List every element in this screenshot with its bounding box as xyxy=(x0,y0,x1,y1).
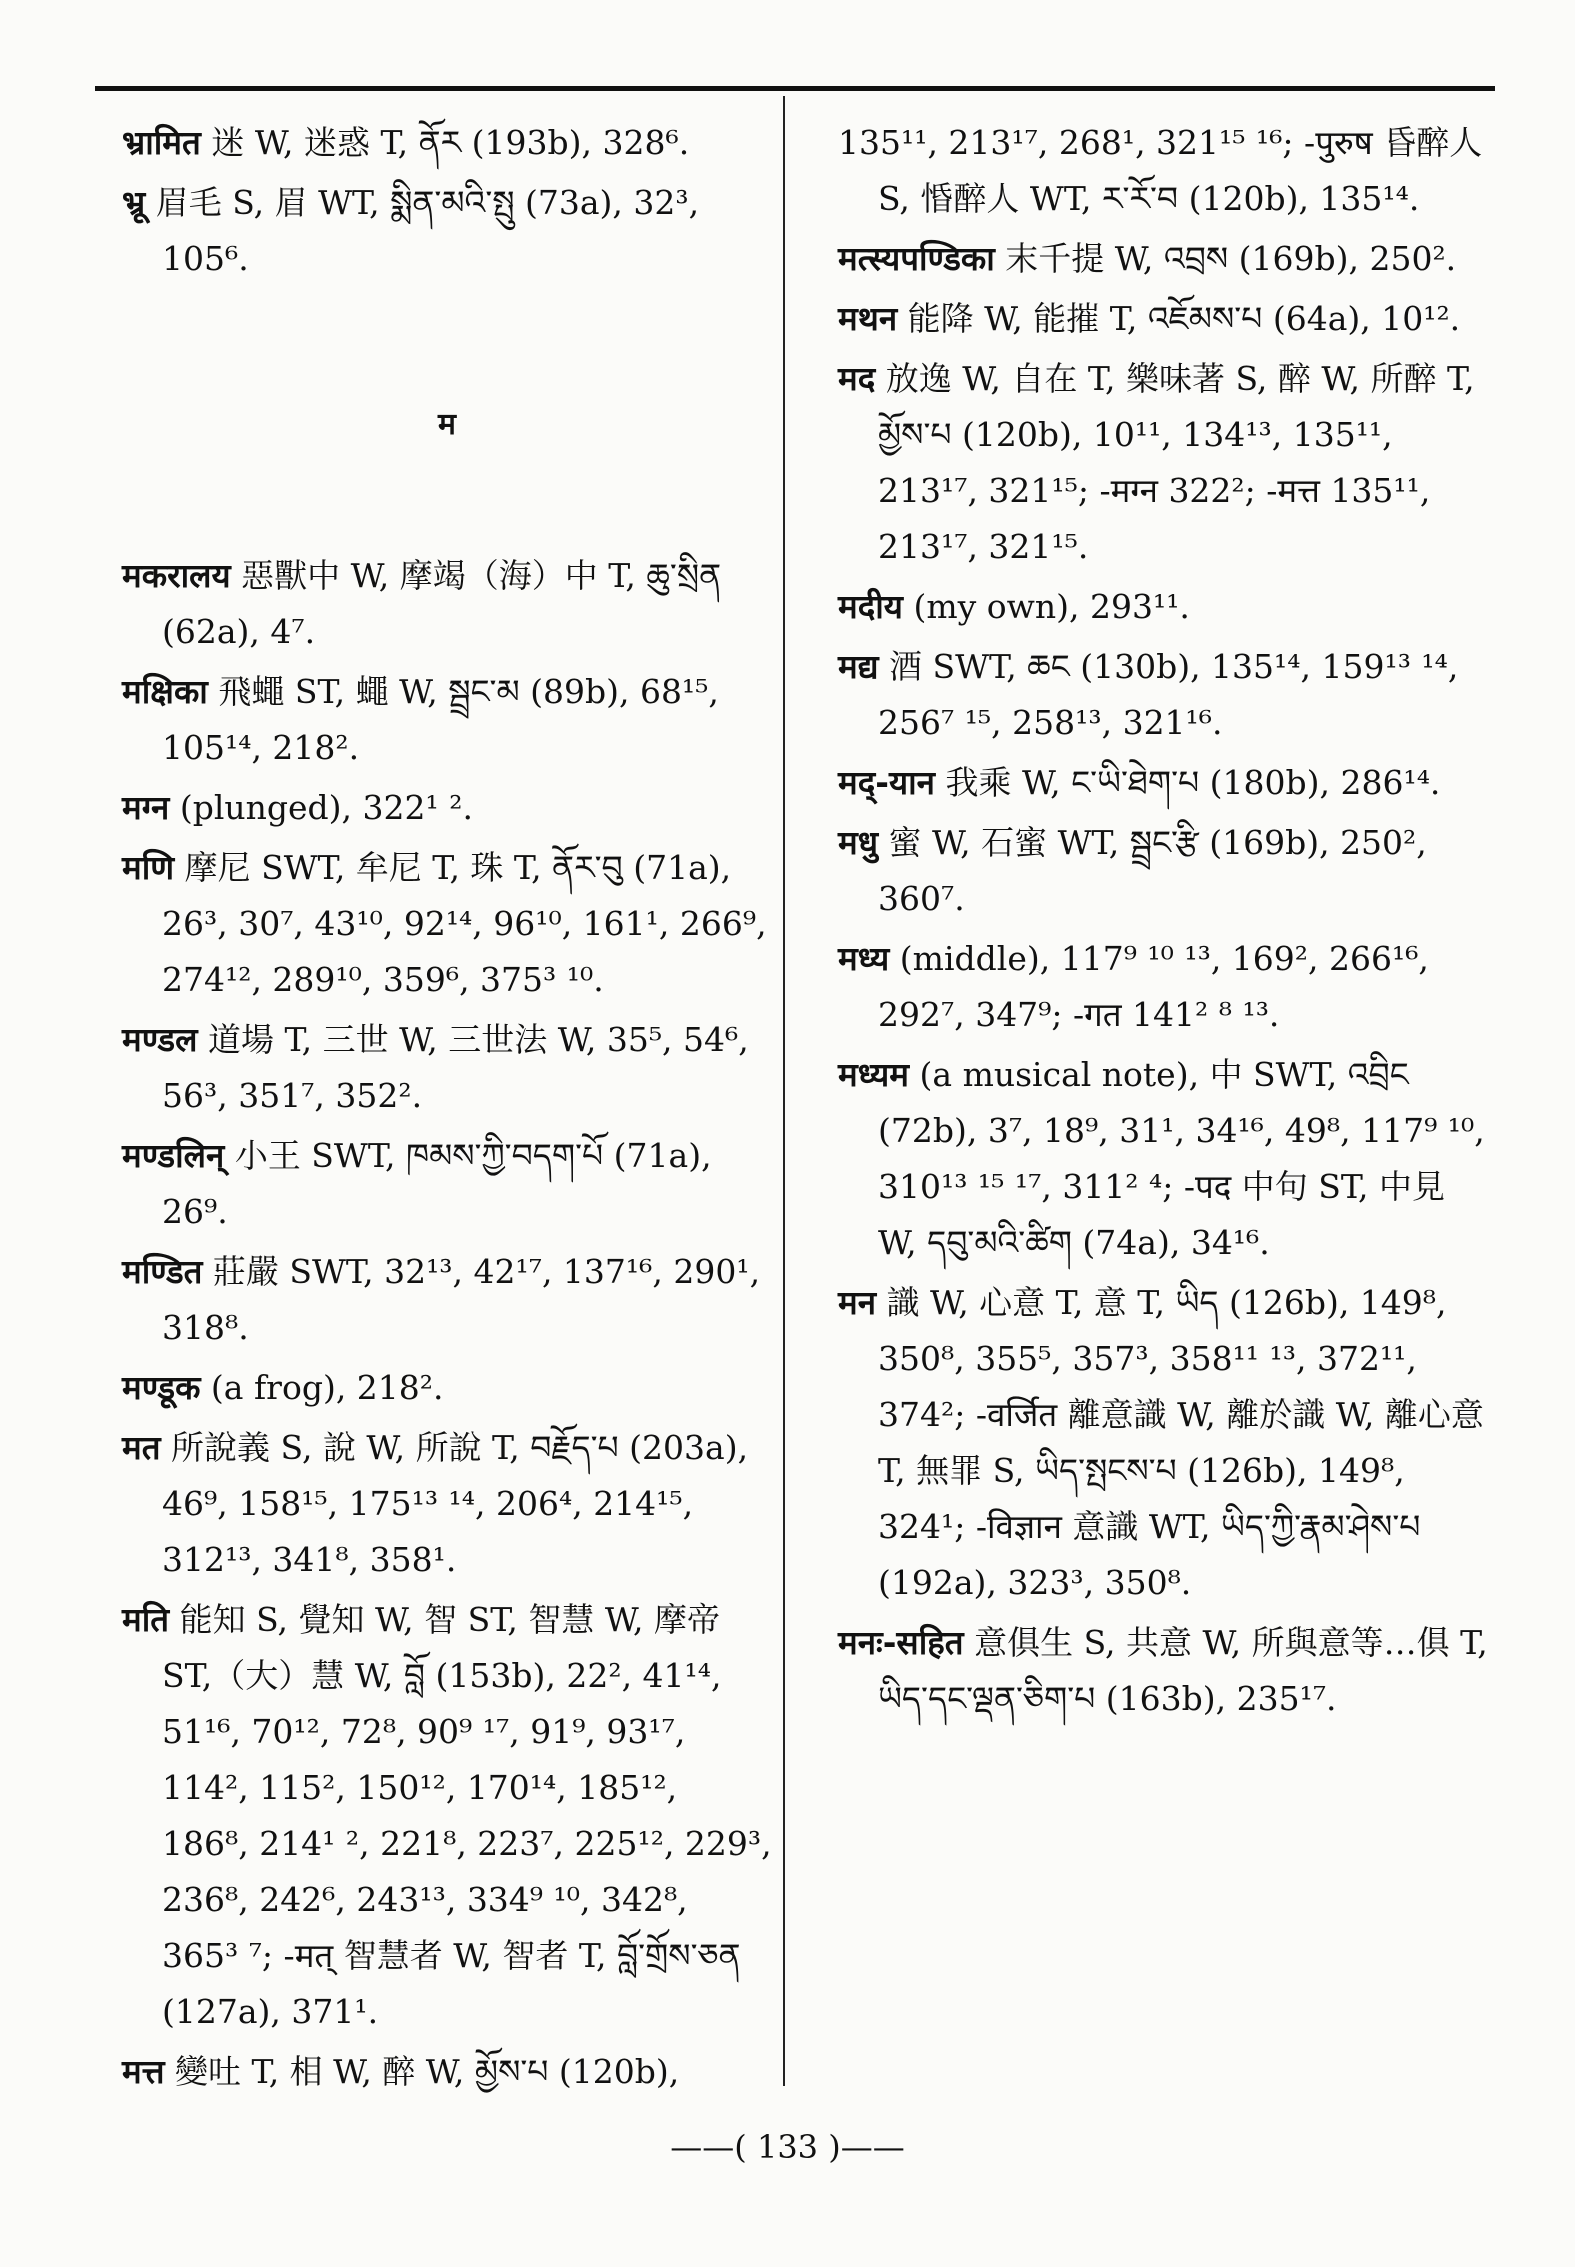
entry-body: 道場 T, 三世 W, 三世法 W, 35⁵, 54⁶, 56³, 351⁷, 352². xyxy=(162,1020,749,1115)
entry-body: 酒 SWT, ཆང (130b), 135¹⁴, 159¹³ ¹⁴, 256⁷ ¹⁵, 258¹³, 321¹⁶. xyxy=(878,647,1459,742)
headword: मणि xyxy=(122,848,175,887)
headword: मण्डित xyxy=(122,1252,203,1291)
entry xyxy=(838,115,1488,227)
entry-body: 迷 W, 迷惑 T, ནོར (193b), 328⁶. xyxy=(211,123,690,162)
entry xyxy=(838,755,1488,811)
entry xyxy=(122,1244,772,1356)
headword: मति xyxy=(122,1600,170,1639)
entry-body: 小王 SWT, ཁམས་ཀྱི་བདག་པོ (71a), 26⁹. xyxy=(162,1136,712,1231)
column-divider xyxy=(783,96,785,2086)
headword: मध्य xyxy=(838,939,890,978)
headword: मक्षिका xyxy=(122,672,208,711)
entry xyxy=(122,1592,772,2040)
entry-body: 能降 W, 能摧 T, འཇོམས་པ (64a), 10¹². xyxy=(907,299,1461,338)
top-rule xyxy=(95,86,1495,91)
entry-body: 惡獸中 W, 摩竭（海）中 T, ཆུ་སྲིན (62a), 4⁷. xyxy=(162,556,722,651)
headword: मद xyxy=(838,359,876,398)
headword: मण्डूक xyxy=(122,1368,201,1407)
headword: मत्त xyxy=(122,2052,165,2091)
entry-body: (a musical note), 中 SWT, འབྲིང (72b), 3⁷, 18⁹, 31¹, 34¹⁶, 49⁸, 117⁹ ¹⁰, 310¹³ ¹⁵ ¹⁷, 311² ⁴; -पद 中句 ST, 中見 W, དབུ་མའི་ཚིག (74a), 34¹⁶. xyxy=(878,1055,1485,1262)
entry xyxy=(122,2044,772,2100)
headword: मनः-सहित xyxy=(838,1623,964,1662)
entry xyxy=(122,1012,772,1124)
entry-body: 135¹¹, 213¹⁷, 268¹, 321¹⁵ ¹⁶; -पुरुष 昏醉人 S, 惛醉人 WT, ར་རོ་བ (120b), 135¹⁴. xyxy=(838,123,1483,218)
entry-body: 變吐 T, 相 W, 醉 W, མྱོས་པ (120b), xyxy=(175,2052,680,2091)
entry-body: 眉毛 S, 眉 WT, སྨིན་མའི་སྤུ (73a), 32³, 105⁶. xyxy=(155,183,700,278)
headword: मण्डल xyxy=(122,1020,198,1059)
entry xyxy=(838,815,1488,927)
entry-body: 識 W, 心意 T, 意 T, ཡིད (126b), 149⁸, 350⁸, 355⁵, 357³, 358¹¹ ¹³, 372¹¹, 374²; -वर्जित 離意識 W, 離於識 W, 離心意 T, 無罪 S, ཡིད་སྤངས་པ (126b), 149⁸, 324¹; -विज्ञान 意識 WT, ཡིད་ཀྱི་རྣམ་ཤེས་པ (192a), 323³, 350⁸. xyxy=(878,1283,1484,1602)
entry xyxy=(122,1128,772,1240)
headword: मध्यम xyxy=(838,1055,910,1094)
entry xyxy=(838,1047,1488,1271)
page-number: ——( 133 )—— xyxy=(670,2128,905,2166)
entry-body: 飛蠅 ST, 蠅 W, སྦྲང་མ (89b), 68¹⁵, 105¹⁴, 218². xyxy=(162,672,719,767)
right-column xyxy=(838,115,1488,1731)
entry-body: 末千提 W, འབྲས (169b), 250². xyxy=(1005,239,1457,278)
entry xyxy=(122,664,772,776)
entry xyxy=(838,1275,1488,1611)
entry-body: 莊嚴 SWT, 32¹³, 42¹⁷, 137¹⁶, 290¹, 318⁸. xyxy=(162,1252,761,1347)
entry xyxy=(838,351,1488,575)
entry xyxy=(122,1420,772,1588)
entry xyxy=(122,548,772,660)
headword: भ्रामित xyxy=(122,123,201,162)
entry-body: (my own), 293¹¹. xyxy=(913,587,1190,626)
entry-body: 意俱生 S, 共意 W, 所與意等…俱 T, ཡིད་དང་ལྡན་ཅིག་པ (163b), 235¹⁷. xyxy=(878,1623,1488,1718)
entry xyxy=(838,291,1488,347)
entry xyxy=(838,639,1488,751)
entry xyxy=(838,231,1488,287)
entry xyxy=(122,115,772,171)
entry-body: 我乘 W, ང་ཡི་ཐེག་པ (180b), 286¹⁴. xyxy=(945,763,1441,802)
section-letter: म xyxy=(438,407,456,442)
entry xyxy=(122,175,772,287)
headword: मद्य xyxy=(838,647,879,686)
entry xyxy=(838,931,1488,1043)
entry-body: 所說義 S, 說 W, 所說 T, བརྗོད་པ (203a), 46⁹, 158¹⁵, 175¹³ ¹⁴, 206⁴, 214¹⁵, 312¹³, 341⁸, 358¹. xyxy=(162,1428,749,1579)
headword: मद्-यान xyxy=(838,763,935,802)
entry xyxy=(122,780,772,836)
headword: मत xyxy=(122,1428,161,1467)
headword: मण्डलिन् xyxy=(122,1136,225,1175)
left-column xyxy=(122,115,772,2104)
headword: मधु xyxy=(838,823,879,862)
headword: मकरालय xyxy=(122,556,231,595)
entry-body: 蜜 W, 石蜜 WT, སྦྲང་རྩི (169b), 250², 360⁷. xyxy=(878,823,1427,918)
entry xyxy=(838,579,1488,635)
entry-body: (plunged), 322¹ ². xyxy=(179,788,473,827)
entry xyxy=(122,840,772,1008)
headword: मदीय xyxy=(838,587,903,626)
entry-body: (middle), 117⁹ ¹⁰ ¹³, 169², 266¹⁶, 292⁷, 347⁹; -गत 141² ⁸ ¹³. xyxy=(878,939,1429,1034)
headword: मत्स्यपण्डिका xyxy=(838,239,995,278)
entry-body: 放逸 W, 自在 T, 樂味著 S, 醉 W, 所醉 T, མྱོས་པ (120b), 10¹¹, 134¹³, 135¹¹, 213¹⁷, 321¹⁵; -मग्न 322²; -मत्त 135¹¹, 213¹⁷, 321¹⁵. xyxy=(878,359,1475,566)
entry-body: 能知 S, 覺知 W, 智 ST, 智慧 W, 摩帝 ST,（大）慧 W, བློ (153b), 22², 41¹⁴, 51¹⁶, 70¹², 72⁸, 90⁹ ¹⁷, 91⁹, 93¹⁷, 114², 115², 150¹², 170¹⁴, 185¹², 186⁸, 214¹ ², 221⁸, 223⁷, 225¹², 229³, 236⁸, 242⁶, 243¹³, 334⁹ ¹⁰, 342⁸, 365³ ⁷; -मत् 智慧者 W, 智者 T, བློ་གྲོས་ཅན (127a), 371¹. xyxy=(162,1600,772,2031)
headword: मथन xyxy=(838,299,898,338)
headword: मग्न xyxy=(122,788,170,827)
entry xyxy=(838,1615,1488,1727)
entry xyxy=(122,1360,772,1416)
entry-body: 摩尼 SWT, 牟尼 T, 珠 T, ནོར་བུ (71a), 26³, 30⁷, 43¹⁰, 92¹⁴, 96¹⁰, 161¹, 266⁹, 274¹², 289¹⁰, 359⁶, 375³ ¹⁰. xyxy=(162,848,767,999)
headword: भ्रू xyxy=(122,183,146,222)
entry-body: (a frog), 218². xyxy=(210,1368,444,1407)
headword: मन xyxy=(838,1283,877,1322)
